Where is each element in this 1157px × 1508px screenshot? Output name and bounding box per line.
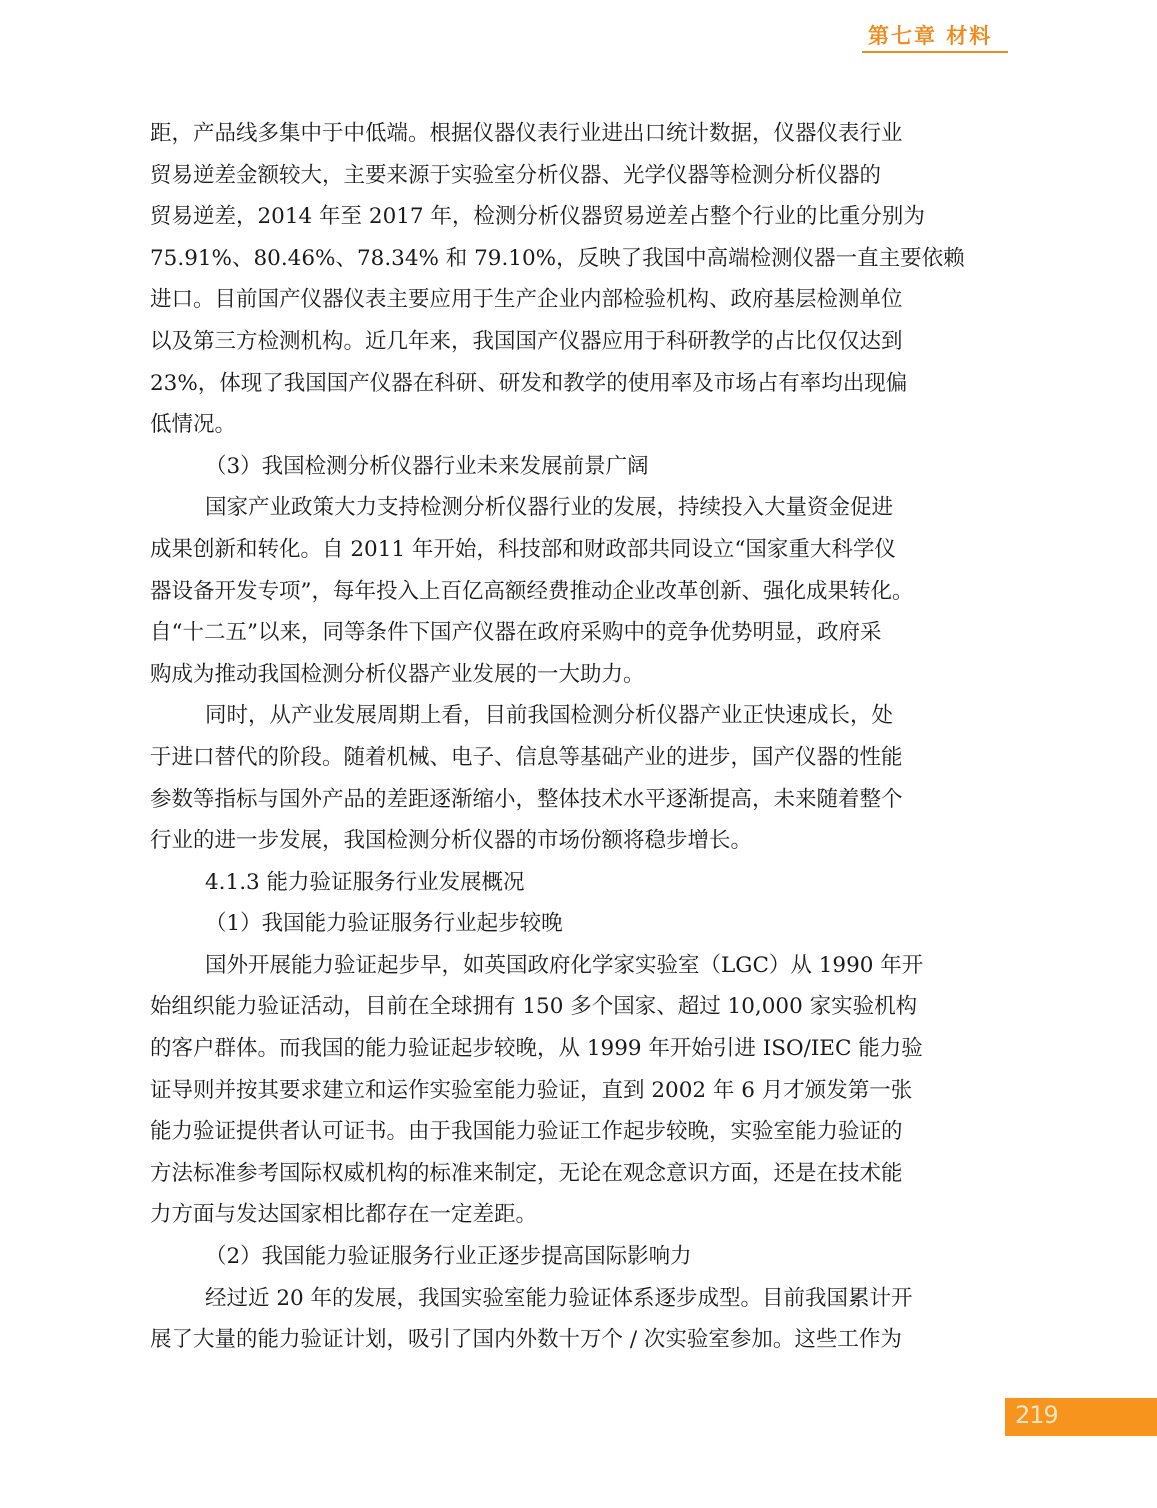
text-line: 展了大量的能力验证计划，吸引了国内外数十万个 / 次实验室参加。这些工作为: [150, 1327, 902, 1353]
text-line: 贸易逆差，2014 年至 2017 年，检测分析仪器贸易逆差占整个行业的比重分别为: [150, 204, 925, 230]
text-line: 参数等指标与国外产品的差距逐渐缩小，整体技术水平逐渐提高，未来随着整个: [150, 786, 903, 812]
text-line: 低情况。: [150, 412, 237, 438]
text-line: 证导则并按其要求建立和运作实验室能力验证，直到 2002 年 6 月才颁发第一张: [150, 1077, 913, 1103]
text-line: 器设备开发专项”，每年投入上百亿高额经费推动企业改革创新、强化成果转化。: [150, 578, 914, 604]
text-line: 23%，体现了我国国产仪器在科研、研发和教学的使用率及市场占有率均出现偏: [150, 370, 908, 396]
paragraph-start-line: 同时，从产业发展周期上看，目前我国检测分析仪器产业正快速成长，处: [205, 703, 894, 729]
text-line: 方法标准参考国际权威机构的标准来制定，无论在观念意识方面，还是在技术能: [150, 1160, 903, 1186]
text-line: 能力验证提供者认可证书。由于我国能力验证工作起步较晚，实验室能力验证的: [150, 1119, 903, 1145]
text-line: 购成为推动我国检测分析仪器产业发展的一大助力。: [150, 661, 645, 687]
page-number-tab: [1005, 1398, 1157, 1436]
section-heading: （2）我国能力验证服务行业正逐步提高国际影响力: [205, 1244, 692, 1270]
text-line: 行业的进一步发展，我国检测分析仪器的市场份额将稳步增长。: [150, 828, 753, 854]
text-line: 进口。目前国产仪器仪表主要应用于生产企业内部检验机构、政府基层检测单位: [150, 287, 903, 313]
section-heading: （3）我国检测分析仪器行业未来发展前景广阔: [205, 453, 649, 479]
section-heading: （1）我国能力验证服务行业起步较晚: [205, 911, 563, 937]
text-line: 自“十二五”以来，同等条件下国产仪器在政府采购中的竞争优势明显，政府采: [150, 620, 882, 646]
running-header: [862, 18, 1008, 56]
page-number: 219: [1015, 1401, 1058, 1429]
text-line: 75.91%、80.46%、78.34% 和 79.10%，反映了我国中高端检测仪器一直主要依赖: [150, 245, 965, 271]
subsection-heading: 4.1.3 能力验证服务行业发展概况: [205, 869, 525, 895]
body-text: [150, 113, 1008, 1361]
paragraph-start-line: 国家产业政策大力支持检测分析仪器行业的发展，持续投入大量资金促进: [205, 495, 894, 521]
text-line: 始组织能力验证活动，目前在全球拥有 150 多个国家、超过 10,000 家实验机构: [150, 994, 918, 1020]
text-line: 以及第三方检测机构。近几年来，我国国产仪器应用于科研教学的占比仅仅达到: [150, 328, 903, 354]
chapter-title: 第七章 材料: [868, 24, 993, 48]
text-line: 贸易逆差金额较大，主要来源于实验室分析仪器、光学仪器等检测分析仪器的: [150, 162, 882, 188]
paragraph-start-line: 国外开展能力验证起步早，如英国政府化学家实验室（LGC）从 1990 年开: [205, 952, 924, 978]
header-underline: [862, 51, 1008, 53]
text-line: 于进口替代的阶段。随着机械、电子、信息等基础产业的进步，国产仪器的性能: [150, 744, 903, 770]
text-line: 成果创新和转化。自 2011 年开始，科技部和财政部共同设立“国家重大科学仪: [150, 536, 896, 562]
text-line: 距，产品线多集中于中低端。根据仪器仪表行业进出口统计数据，仪器仪表行业: [150, 121, 903, 146]
paragraph-start-line: 经过近 20 年的发展，我国实验室能力验证体系逐步成型。目前我国累计开: [205, 1285, 913, 1311]
text-line: 的客户群体。而我国的能力验证起步较晚，从 1999 年开始引进 ISO/IEC 能力验: [150, 1036, 923, 1062]
text-line: 力方面与发达国家相比都存在一定差距。: [150, 1202, 538, 1228]
